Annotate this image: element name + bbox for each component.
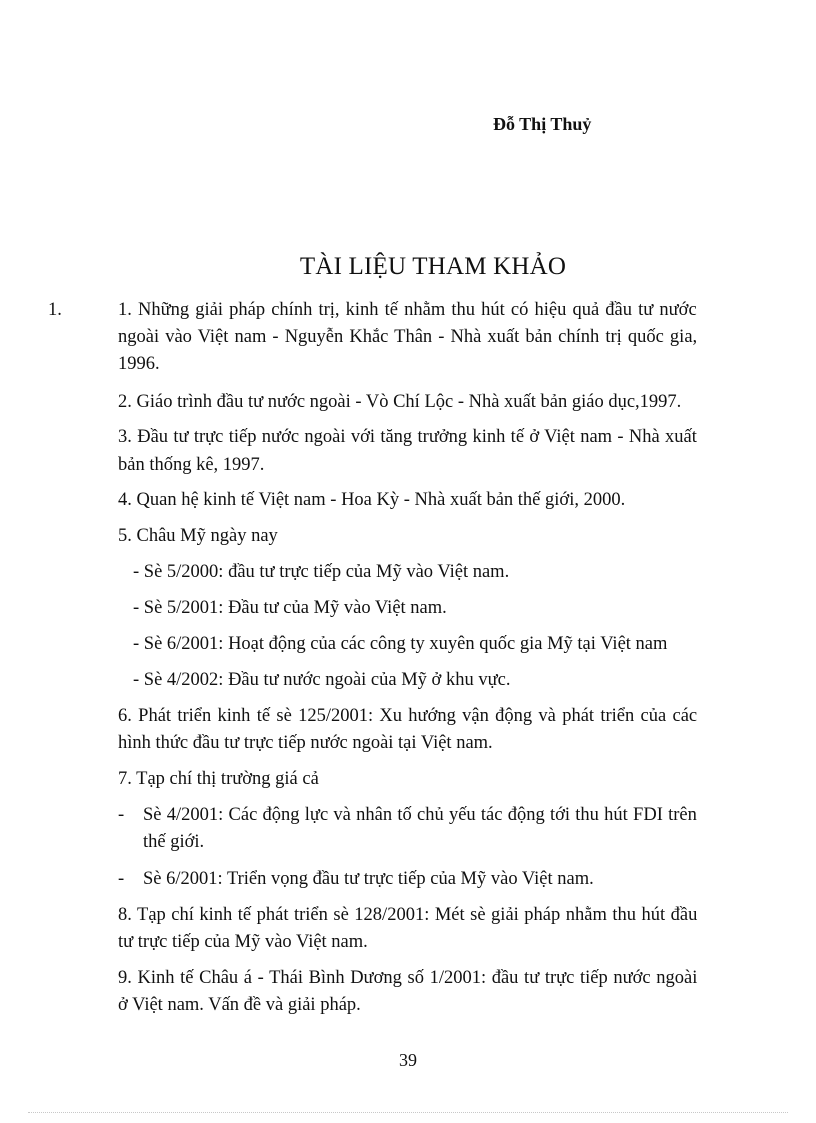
reference-5-subitem-1: - Sè 5/2000: đầu tư trực tiếp của Mỹ vào Việt nam. (133, 562, 510, 582)
reference-9-line-2: ở Việt nam. Vấn đề và giải pháp. (118, 995, 361, 1015)
reference-5-subitem-4: - Sè 4/2002: Đầu tư nước ngoài của Mỹ ở khu vực. (133, 670, 511, 690)
author-name: Đỗ Thị Thuỷ (493, 114, 592, 134)
page-number: 39 (399, 1050, 417, 1070)
reference-9-line-1: 9. Kinh tế Châu á - Thái Bình Dương số 1/2001: đầu tư trực tiếp nước ngoài (118, 968, 698, 988)
reference-2-line-1: 2. Giáo trình đầu tư nước ngoài - Vò Chí Lộc - Nhà xuất bản giáo dục,1997. (118, 392, 682, 412)
reference-7-subitem-1-line-1: Sè 4/2001: Các động lực và nhân tố chủ yếu tác động tới thu hút FDI trên (143, 805, 697, 825)
reference-6-line-2: hình thức đầu tư trực tiếp nước ngoài tại Việt nam. (118, 733, 493, 753)
list-marker: 1. (48, 300, 62, 320)
reference-7-subitem-2: Sè 6/2001: Triển vọng đầu tư trực tiếp của Mỹ vào Việt nam. (143, 869, 594, 889)
reference-7-subitem-1-line-2: thế giới. (143, 832, 205, 852)
bullet-dash: - (118, 869, 125, 889)
reference-1-line-1: 1. Những giải pháp chính trị, kinh tế nhằm thu hút có hiệu quả đầu tư nước (118, 300, 697, 320)
reference-3-line-1: 3. Đầu tư trực tiếp nước ngoài với tăng trưởng kinh tế ở Việt nam - Nhà xuất (118, 427, 697, 447)
reference-7-line-1: 7. Tạp chí thị trường giá cả (118, 769, 319, 789)
reference-8-line-2: tư trực tiếp của Mỹ vào Việt nam. (118, 932, 368, 952)
reference-1-line-2: ngoài vào Việt nam - Nguyễn Khắc Thân - Nhà xuất bản chính trị quốc gia, (118, 327, 698, 347)
bullet-dash: - (118, 805, 125, 825)
footer-divider (28, 1112, 788, 1113)
reference-4-line-1: 4. Quan hệ kinh tế Việt nam - Hoa Kỳ - Nhà xuất bản thế giới, 2000. (118, 490, 626, 510)
reference-5-subitem-2: - Sè 5/2001: Đầu tư của Mỹ vào Việt nam. (133, 598, 447, 618)
page-title: TÀI LIỆU THAM KHẢO (299, 253, 567, 280)
reference-5-line-1: 5. Châu Mỹ ngày nay (118, 526, 278, 546)
reference-3-line-2: bản thống kê, 1997. (118, 455, 265, 475)
reference-8-line-1: 8. Tạp chí kinh tế phát triển sè 128/2001: Mét sè giải pháp nhằm thu hút đầu (118, 905, 698, 925)
reference-6-line-1: 6. Phát triển kinh tế sè 125/2001: Xu hướng vận động và phát triển của các (118, 706, 698, 726)
reference-5-subitem-3: - Sè 6/2001: Hoạt động của các công ty xuyên quốc gia Mỹ tại Việt nam (133, 634, 668, 654)
reference-1-line-3: 1996. (118, 354, 160, 374)
